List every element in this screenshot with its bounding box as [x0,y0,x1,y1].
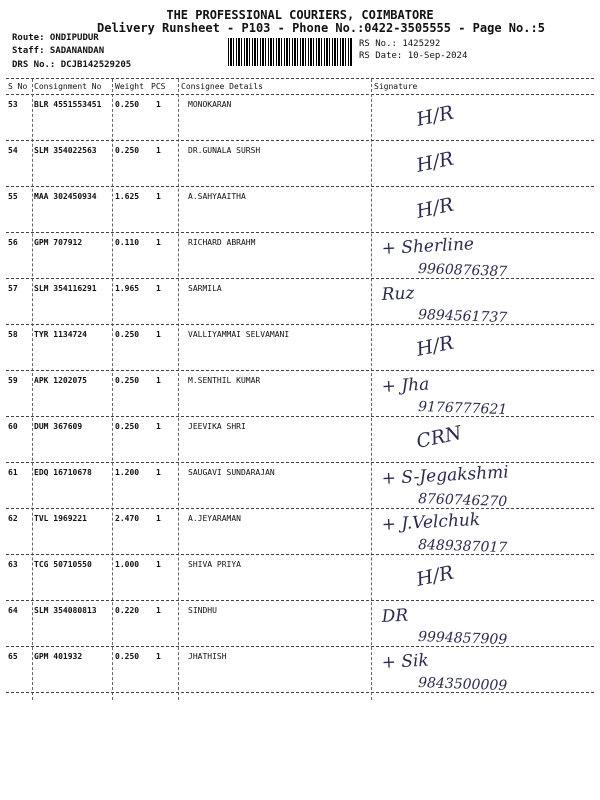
cell-consignment: TYR 1134724 [34,330,87,339]
cell-consignment: TCG 50710550 [34,560,92,569]
cell-pcs: 1 [156,284,161,293]
row-divider [6,278,594,279]
cell-sno: 62 [8,514,18,523]
cell-consignee: M.SENTHIL KUMAR [188,376,261,385]
column-header-signature: Signature [374,82,418,91]
column-divider [371,79,372,700]
row-divider [6,186,594,187]
cell-consignee: RICHARD ABRAHM [188,238,256,247]
signature-handwriting [378,328,578,376]
cell-consignee: VALLIYAMMAI SELVAMANI [188,330,290,339]
signature-phone: 8760746270 [417,491,508,511]
signature-handwriting [378,604,578,652]
cell-weight: 2.470 [115,514,140,523]
signature-text: Ruz [381,283,415,305]
column-divider [178,79,179,700]
row-divider [6,140,594,141]
column-divider [112,79,113,700]
drs-number: DRS No.: DCJB142529205 [12,60,132,70]
signature-text: CRN [414,421,464,453]
cell-consignment: TVL 1969221 [34,514,87,523]
cell-consignment: BLR 4551553451 [34,100,102,109]
cell-pcs: 1 [156,514,161,523]
cell-weight: 0.110 [115,238,140,247]
signature-handwriting [378,98,578,146]
cell-pcs: 1 [156,192,161,201]
cell-weight: 1.965 [115,284,140,293]
cell-sno: 65 [8,652,18,661]
cell-weight: 0.250 [115,422,140,431]
cell-consignment: APK 1202075 [34,376,87,385]
cell-consignee: MONOKARAN [188,100,232,109]
cell-consignee: A.SAHYAAITHA [188,192,246,201]
cell-consignee: SARMILA [188,284,222,293]
route-label: Route: ONDIPUDUR [12,33,99,43]
cell-consignee: DR.GUNALA SURSH [188,146,261,155]
signature-phone: 9176777621 [417,399,508,419]
cell-sno: 56 [8,238,18,247]
cell-weight: 1.000 [115,560,140,569]
signature-text: + Jha [381,374,430,397]
cell-sno: 53 [8,100,18,109]
column-header-consignee: Consignee Details [181,82,263,91]
cell-pcs: 1 [156,376,161,385]
signature-text: + Sik [381,650,430,673]
cell-pcs: 1 [156,468,161,477]
cell-sno: 64 [8,606,18,615]
cell-sno: 60 [8,422,18,431]
signature-handwriting [378,462,578,514]
signature-phone: 9894561737 [417,307,508,327]
column-header-consignment: Consignment No [34,82,102,91]
cell-weight: 0.250 [115,100,140,109]
cell-consignment: GPM 707912 [34,238,83,247]
cell-consignee: JEEVIKA SHRI [188,422,246,431]
signature-text: H/R [414,147,456,177]
row-divider [6,416,594,417]
cell-weight: 0.250 [115,652,140,661]
row-divider [6,600,594,601]
cell-pcs: 1 [156,606,161,615]
column-header-weight: Weight [115,82,144,91]
rs-number: RS No.: 1425292 [359,39,441,49]
cell-consignment: SLM 354116291 [34,284,97,293]
row-divider [6,232,594,233]
cell-sno: 57 [8,284,18,293]
signature-text: H/R [414,331,456,361]
sheet-title: Delivery Runsheet - P103 - Phone No.:0422-3505555 - Page No.:5 [97,21,545,35]
table-top-rule [6,78,594,79]
signature-text: + Sherline [381,234,475,259]
cell-weight: 0.220 [115,606,140,615]
cell-pcs: 1 [156,238,161,247]
cell-pcs: 1 [156,560,161,569]
cell-consignment: GPM 401932 [34,652,83,661]
cell-pcs: 1 [156,100,161,109]
cell-consignment: MAA 302450934 [34,192,97,201]
signature-handwriting [378,282,578,330]
row-divider [6,370,594,371]
cell-pcs: 1 [156,146,161,155]
cell-weight: 0.250 [115,146,140,155]
rs-date: RS Date: 10-Sep-2024 [359,51,468,61]
row-divider [6,508,594,509]
cell-weight: 0.250 [115,376,140,385]
cell-consignment: EDQ 16710678 [34,468,92,477]
staff-label: Staff: SADANANDAN [12,46,105,56]
column-header-sno: S No [8,82,28,91]
cell-consignee: SHIVA PRIYA [188,560,241,569]
cell-pcs: 1 [156,422,161,431]
column-divider [32,79,33,700]
cell-consignment: DUM 367609 [34,422,83,431]
signature-phone: 8489387017 [417,537,508,557]
barcode [228,38,352,66]
row-divider [6,324,594,325]
cell-sno: 61 [8,468,18,477]
company-name: THE PROFESSIONAL COURIERS, COIMBATORE [166,8,434,22]
signature-handwriting [378,144,578,192]
signature-text: H/R [414,193,456,223]
signature-text: H/R [414,101,456,131]
signature-handwriting [378,374,578,422]
signature-text: DR [381,605,409,627]
signature-text: + J.Velchuk [381,509,481,535]
cell-sno: 58 [8,330,18,339]
signature-phone: 9960876387 [417,261,508,281]
cell-pcs: 1 [156,652,161,661]
signature-text: + S-Jegakshmi [381,462,510,489]
signature-handwriting [378,190,578,238]
signature-phone: 9994857909 [417,629,508,649]
cell-consignee: A.JEYARAMAN [188,514,241,523]
signature-handwriting [378,420,578,468]
signature-phone: 9843500009 [417,675,508,695]
row-divider [6,692,594,693]
row-divider [6,646,594,647]
cell-weight: 0.250 [115,330,140,339]
signature-handwriting [378,558,578,606]
cell-pcs: 1 [156,330,161,339]
cell-consignee: SAUGAVI SUNDARAJAN [188,468,275,477]
cell-sno: 55 [8,192,18,201]
signature-handwriting [378,509,578,560]
signature-handwriting [378,236,578,284]
cell-sno: 59 [8,376,18,385]
column-header-pcs: PCS [151,82,166,91]
cell-consignment: SLM 354080813 [34,606,97,615]
cell-weight: 1.625 [115,192,140,201]
cell-consignee: SINDHU [188,606,217,615]
signature-text: H/R [414,561,456,591]
cell-consignee: JHATHISH [188,652,227,661]
cell-weight: 1.200 [115,468,140,477]
header-bottom-rule [6,94,594,95]
signature-handwriting [378,650,578,698]
row-divider [6,554,594,555]
cell-sno: 54 [8,146,18,155]
cell-sno: 63 [8,560,18,569]
cell-consignment: SLM 354022563 [34,146,97,155]
